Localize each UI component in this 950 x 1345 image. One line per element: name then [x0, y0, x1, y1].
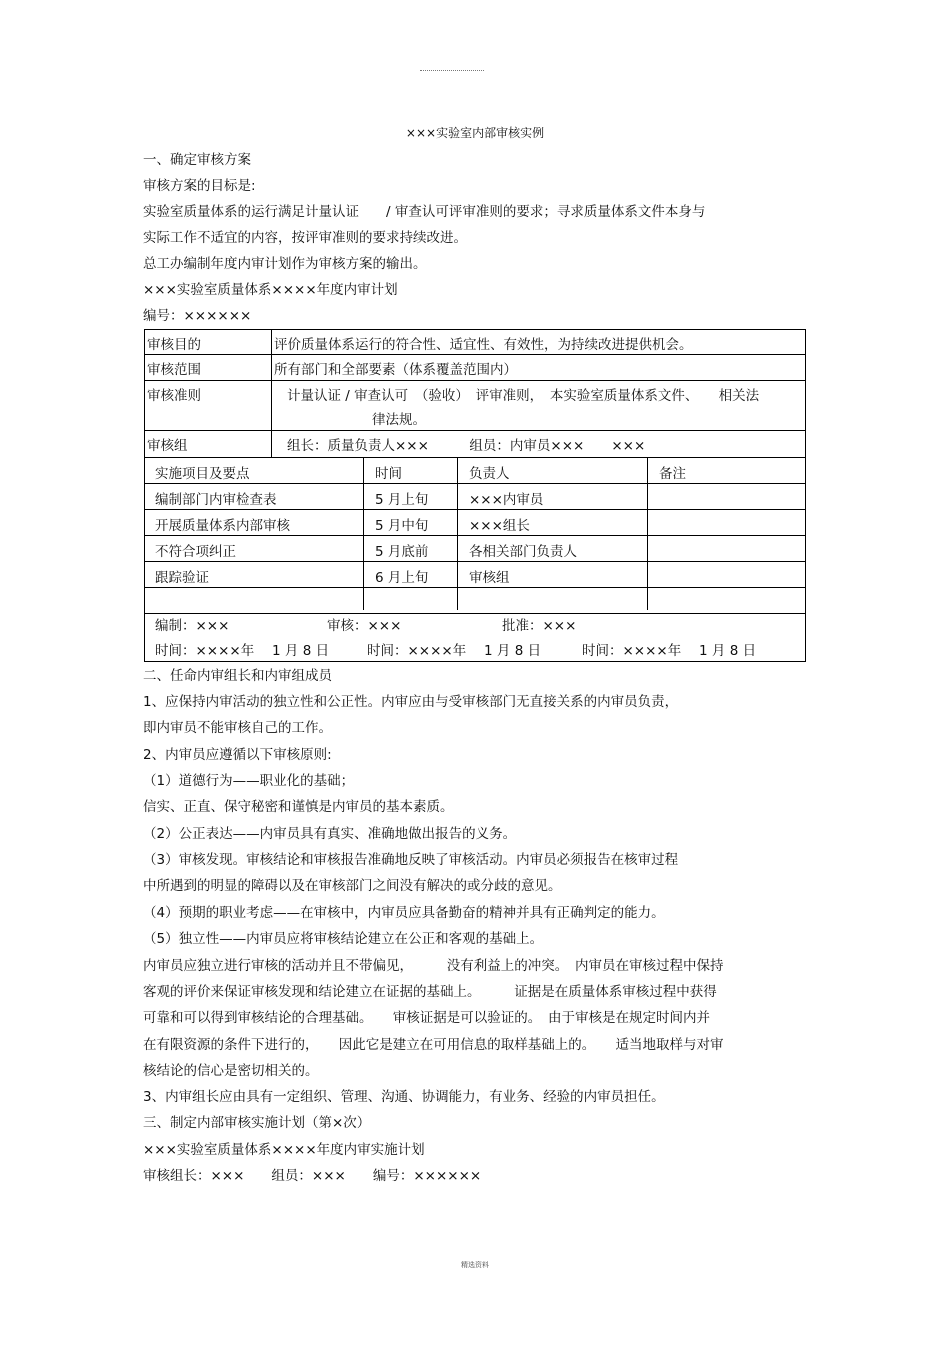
- paragraph: 信实、正直、保守秘密和谨慎是内审员的基本素质。: [143, 799, 454, 815]
- paragraph: 实际工作不适宜的内容，按评审准则的要求持续改进。: [143, 230, 467, 246]
- row-value: 律法规。: [372, 412, 426, 428]
- audit-team-line: 审核组长：××× 组员：××× 编号：××××××: [143, 1168, 482, 1184]
- date-prepared: 时间：××××年 1 月 8 日: [155, 643, 330, 659]
- paragraph: （3）审核发现。审核结论和审核报告准确地反映了审核活动。内审员必须报告在核审过程: [143, 852, 679, 868]
- row-value: 评价质量体系运行的符合性、适宜性、有效性，为持续改进提供机会。: [274, 337, 693, 353]
- paragraph: 即内审员不能审核自己的工作。: [143, 720, 332, 736]
- paragraph: 可靠和可以得到审核结论的合理基础。 审核证据是可以验证的。 由于审核是在规定时间内并: [143, 1010, 710, 1026]
- table-cell: 开展质量体系内部审核: [155, 518, 290, 534]
- row-label: 审核准则: [147, 388, 201, 404]
- table-row: [145, 484, 805, 510]
- paragraph: 2、内审员应遵循以下审核原则:: [143, 747, 332, 763]
- paragraph: （5）独立性——内审员应将审核结论建立在公正和客观的基础上。: [143, 931, 544, 947]
- signature-reviewed: 审核：×××: [327, 618, 402, 634]
- column-divider: [271, 431, 272, 457]
- column-divider: [647, 458, 648, 610]
- row-value: 所有部门和全部要素（体系覆盖范围内）: [274, 362, 517, 378]
- column-divider: [363, 458, 364, 610]
- paragraph: 客观的评价来保证审核发现和结论建立在证据的基础上。 证据是在质量体系审核过程中获得: [143, 984, 717, 1000]
- audit-plan-table: [144, 329, 806, 662]
- column-divider: [271, 381, 272, 430]
- row-label: 审核范围: [147, 362, 201, 378]
- table-row: [145, 381, 805, 431]
- date-reviewed: 时间：××××年 1 月 8 日: [367, 643, 542, 659]
- signature-approved: 批准：×××: [502, 618, 577, 634]
- header-rule: [420, 70, 484, 71]
- table-row: [145, 355, 805, 381]
- table-cell: 不符合项纠正: [155, 544, 236, 560]
- plan-title: ×××实验室质量体系××××年度内审实施计划: [143, 1142, 425, 1158]
- paragraph: 内审员应独立进行审核的活动并且不带偏见， 没有利益上的冲突。 内审员在审核过程中保持: [143, 958, 724, 974]
- table-header-row: [145, 458, 805, 484]
- row-value: 组长：质量负责人××× 组员：内审员××× ×××: [287, 438, 646, 454]
- column-header: 时间: [375, 466, 402, 482]
- paragraph: 总工办编制年度内审计划作为审核方案的输出。: [143, 256, 427, 272]
- paragraph: 实验室质量体系的运行满足计量认证 / 审查认可评审准则的要求；寻求质量体系文件本身与: [143, 204, 706, 220]
- table-cell: 跟踪验证: [155, 570, 209, 586]
- table-cell: ×××组长: [469, 518, 530, 534]
- plan-title: ×××实验室质量体系××××年度内审计划: [143, 282, 398, 298]
- paragraph: 在有限资源的条件下进行的， 因此它是建立在可用信息的取样基础上的。 适当地取样与对审: [143, 1037, 724, 1053]
- table-cell: 5 月底前: [375, 544, 429, 560]
- table-cell: 5 月上旬: [375, 492, 429, 508]
- column-divider: [271, 330, 272, 354]
- table-cell: ×××内审员: [469, 492, 544, 508]
- table-cell: 审核组: [469, 570, 510, 586]
- paragraph: 3、内审组长应由具有一定组织、管理、沟通、协调能力，有业务、经验的内审员担任。: [143, 1089, 665, 1105]
- paragraph: （4）预期的职业考虑——在审核中，内审员应具备勤奋的精神并具有正确判定的能力。: [143, 905, 665, 921]
- row-value: 计量认证 / 审查认可 （验收） 评审准则， 本实验室质量体系文件、 相关法: [287, 388, 760, 404]
- date-approved: 时间：××××年 1 月 8 日: [582, 643, 757, 659]
- table-row: [145, 510, 805, 536]
- column-divider: [271, 355, 272, 380]
- table-row: [145, 536, 805, 562]
- paragraph: （2）公正表达——内审员具有真实、准确地做出报告的义务。: [143, 826, 517, 842]
- section-heading: 三、制定内部审核实施计划（第×次）: [143, 1115, 371, 1131]
- paragraph: 核结论的信心是密切相关的。: [143, 1063, 319, 1079]
- table-row: [145, 562, 805, 588]
- column-header: 备注: [659, 466, 686, 482]
- page-footer: 精选资料: [461, 1261, 489, 1269]
- paragraph: 中所遇到的明显的障碍以及在审核部门之间没有解决的或分歧的意见。: [143, 878, 562, 894]
- row-label: 审核目的: [147, 337, 201, 353]
- section-heading: 二、任命内审组长和内审组成员: [143, 668, 332, 684]
- paragraph: （1）道德行为——职业化的基础；: [143, 773, 355, 789]
- table-cell: 编制部门内审检查表: [155, 492, 277, 508]
- page-title: ×××实验室内部审核实例: [405, 126, 545, 140]
- table-row: [145, 330, 805, 355]
- table-cell: 5 月中旬: [375, 518, 429, 534]
- signature-prepared: 编制：×××: [155, 618, 230, 634]
- table-row: [145, 431, 805, 458]
- table-cell: 6 月上旬: [375, 570, 429, 586]
- paragraph: 审核方案的目标是:: [143, 178, 256, 194]
- column-header: 实施项目及要点: [155, 466, 250, 482]
- table-row: [145, 588, 805, 614]
- plan-number: 编号：××××××: [143, 308, 252, 324]
- column-header: 负责人: [469, 466, 510, 482]
- row-label: 审核组: [147, 438, 188, 454]
- paragraph: 1、应保持内审活动的独立性和公正性。内审应由与受审核部门无直接关系的内审员负责，: [143, 694, 679, 710]
- table-cell: 各相关部门负责人: [469, 544, 577, 560]
- section-heading: 一、确定审核方案: [143, 152, 251, 168]
- column-divider: [457, 458, 458, 610]
